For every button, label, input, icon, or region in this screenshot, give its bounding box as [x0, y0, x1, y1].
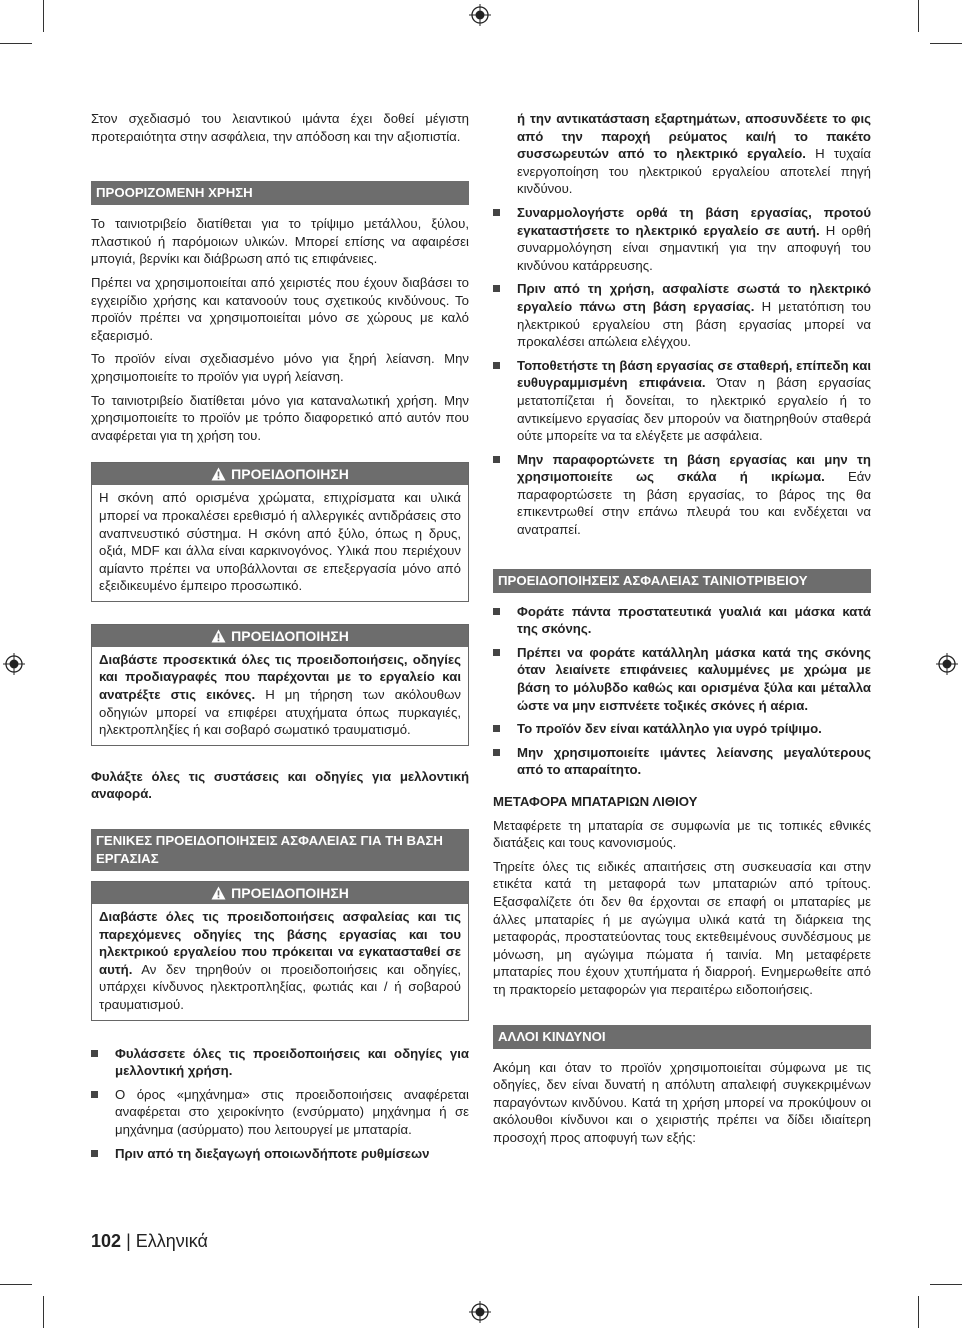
warning-text: Η σκόνη από ορισμένα χρώματα, επιχρίσματα και υλικά μπορεί να προκαλέσει ερεθισμό ή αλλεργικές αντιδράσεις στο αναπνευστικό σύστημα. Η σκόνη από ξύλο, όπως η δρυς, οξιά, MDF και άλλα είναι καρκινογόνος. Υλικά που περιέχουν αμίαντο πρέπει να υποβάλλονται σε επεξεργασία μόνο από εξειδικευμένο έμπειρο προσωπικό. [99, 490, 461, 594]
footer-language: Ελληνικά [135, 1231, 208, 1251]
crop-mark [930, 1284, 962, 1285]
warning-box [91, 881, 469, 1021]
section-heading-other-risks: ΑΛΛΟΙ ΚΙΝΔΥΝΟΙ [493, 1025, 871, 1049]
list-item [493, 357, 871, 445]
registration-mark-icon [469, 1301, 491, 1323]
subheading-battery-transport: ΜΕΤΑΦΟΡΑ ΜΠΑΤΑΡΙΩΝ ΛΙΘΙΟΥ [493, 794, 698, 809]
warning-title: ΠΡΟΕΙΔΟΠΟΙΗΣΗ [231, 627, 349, 644]
page-number: 102 [91, 1231, 122, 1251]
warning-body [92, 647, 468, 745]
list-item [91, 1045, 469, 1080]
bullet-bold-text: Φοράτε πάντα προστατευτικά γυαλιά και μάσκα κατά της σκόνης. [517, 603, 871, 637]
section-heading-general-workbench: ΓΕΝΙΚΕΣ ΠΡΟΕΙΔΟΠΟΙΗΣΕΙΣ ΑΣΦΑΛΕΙΑΣ ΓΙΑ ΤΗ ΒΑΣΗ ΕΡΓΑΣΙΑΣ [91, 829, 469, 871]
bullet-square-icon [493, 749, 500, 756]
bullet-bold-text: Μην παραφορτώνετε τη βάση εργασίας και μην τη χρησιμοποιείτε ως σκάλα ή ικρίωμα. [517, 451, 871, 485]
warning-box [91, 624, 469, 746]
warning-header [92, 625, 468, 647]
section-heading-sander-safety: ΠΡΟΕΙΔΟΠΟΙΗΣΕΙΣ ΑΣΦΑΛΕΙΑΣ ΤΑΙΝΙΟΤΡΙΒΕΙΟΥ [493, 569, 871, 593]
list-item [493, 644, 871, 714]
warning-header [92, 463, 468, 485]
bullet-square-icon [493, 649, 500, 656]
right-column [493, 110, 871, 1153]
warning-text: Αν δεν τηρηθούν οι προειδοποιήσεις και οδηγίες, υπάρχει κίνδυνος ηλεκτροπληξίας, φωτιάς και / ή σοβαρού τραυματισμού. [99, 961, 461, 1012]
bullet-square-icon [493, 362, 500, 369]
bullet-bold-text: ή την αντικατάσταση εξαρτημάτων, αποσυνδέετε το φις από την παροχή ρεύματος και/ή το πακέτο συσσωρευτών από το ηλεκτρικό εργαλείο. [517, 111, 871, 162]
bullet-list [91, 1045, 469, 1163]
footer-separator: | [126, 1231, 131, 1251]
left-column [91, 110, 469, 1168]
continuation-paragraph [493, 110, 871, 198]
warning-triangle-icon [211, 886, 226, 900]
bullet-square-icon [91, 1091, 98, 1098]
paragraph: Το ταινιοτριβείο διατίθεται μόνο για καταναλωτική χρήση. Μην χρησιμοποιείτε το προϊόν με τρόπο διαφορετικό από αυτόν που αναφέρεται για τη χρήση του. [91, 392, 469, 443]
keep-instructions-note: Φυλάξτε όλες τις συστάσεις και οδηγίες για μελλοντική αναφορά. [91, 768, 469, 802]
bullet-square-icon [493, 209, 500, 216]
list-item [493, 280, 871, 350]
crop-mark [0, 1284, 32, 1285]
bullet-bold-text: Πρέπει να φοράτε κατάλληλη μάσκα κατά της σκόνης όταν λειαίνετε επιφάνειες καλυμμένες με χρώμα με βάση το μόλυβδο καθώς και ορισμένα ξύλα και μέταλλα ώστε να μην εισπνέετε τοξικές σκόνες ή αέρια. [517, 644, 871, 713]
warning-body [92, 904, 468, 1020]
bullet-bold-text: Το προϊόν δεν είναι κατάλληλο για υγρό τρίψιμο. [517, 721, 822, 737]
bullet-bold-text: Μην χρησιμοποιείτε ιμάντες λείανσης μεγαλύτερους από το απαραίτητο. [517, 744, 871, 778]
crop-mark [918, 0, 919, 32]
paragraph: Το προϊόν είναι σχεδιασμένο μόνο για ξηρή λείανση. Μην χρησιμοποιείτε το προϊόν για υγρή λείανση. [91, 351, 469, 384]
bullet-text: Η ορθή συναρμολόγηση είναι σημαντική για την αποφυγή του κινδύνου κατάρρευσης. [517, 222, 871, 273]
bullet-square-icon [91, 1150, 98, 1157]
paragraph: Τηρείτε όλες τις ειδικές απαιτήσεις στη συσκευασία και στην ετικέτα κατά τη μεταφορά των μπαταριών από τρίτους. Εξασφαλίζετε ότι δεν θα έρχονται σε επαφή οι μπαταρίες με άλλες μπαταρίες ή με αγώγιμα υλικά κατά τη διάρκεια της μεταφοράς, προστατεύοντας τους εκτεθειμένους συνδέσμους με μόνωση, μη αγώγιμα πώματα ή ταινία. Μη μεταφέρετε μπαταρίες που έχουν χτυπήματα ή διαρροή. Ενημερωθείτε από τη πρακτορείο μεταφορών για περαιτέρω ειδοποιήσεις. [493, 858, 871, 997]
list-item [91, 1086, 469, 1139]
warning-text: Η μη τήρηση των ακόλουθων οδηγιών μπορεί να επιφέρει ατυχήματα όπως πυρκαγιές, ηλεκτροπληξίες ή και σοβαρό σωματικό τραυματισμό. [99, 687, 461, 738]
list-item [493, 720, 871, 738]
warning-box [91, 462, 469, 602]
registration-mark-icon [3, 653, 25, 675]
crop-mark [930, 43, 962, 44]
registration-mark-icon [469, 4, 491, 26]
bullet-text: Ο όρος «μηχάνημα» στις προειδοποιήσεις αναφέρεται αναφέρεται στο χειροκίνητο (ενσύρματο) μηχάνημα ή σε μηχάνημα (ασύρματο) που λειτουργεί με μπαταρία. [115, 1086, 469, 1137]
bullet-text: Εάν παραφορτώσετε τη βάση εργασίας, το βάρος της θα επικεντρωθεί στην επάνω πλευρά του και ενδέχεται να ανατραπεί. [517, 469, 871, 538]
warning-header [92, 882, 468, 904]
list-item [493, 204, 871, 274]
bullet-square-icon [493, 608, 500, 615]
warning-title: ΠΡΟΕΙΔΟΠΟΙΗΣΗ [231, 885, 349, 902]
bullet-list [493, 603, 871, 779]
crop-mark [0, 43, 32, 44]
crop-mark [43, 0, 44, 32]
bullet-bold-text: Πριν από τη διεξαγωγή οποιωνδήποτε ρυθμίσεων [115, 1145, 430, 1161]
list-item [493, 451, 871, 539]
warning-body [92, 485, 468, 601]
crop-mark [43, 1296, 44, 1328]
list-item [91, 1145, 469, 1163]
bullet-text: Η τυχαία ενεργοποίηση του ηλεκτρικού εργαλείου αποτελεί πηγή κινδύνου. [517, 146, 871, 197]
page-footer [91, 1231, 208, 1252]
bullet-list [493, 204, 871, 539]
paragraph: Πρέπει να χρησιμοποιείται από χειριστές που έχουν διαβάσει το εγχειρίδιο χρήσης και κατανοούν τους σχετικούς κινδύνους. Το προϊόν πρέπει να χρησιμοποιείται μόνο σε χώρους με καλό εξαερισμό. [91, 274, 469, 343]
bullet-square-icon [91, 1050, 98, 1057]
registration-mark-icon [936, 653, 958, 675]
warning-triangle-icon [211, 467, 226, 481]
crop-mark [918, 1296, 919, 1328]
warning-bold-text: Διαβάστε όλες τις προειδοποιήσεις ασφαλείας και τις παρεχόμενες οδηγίες της βάσης εργασίας και του ηλεκτρικού εργαλείου που πρόκειται να εγκατασταθεί σε αυτή. [99, 909, 461, 977]
bullet-bold-text: Πριν από τη χρήση, ασφαλίστε σωστά το ηλεκτρικό εργαλείο πάνω στη βάση εργασίας. [517, 281, 871, 314]
bullet-bold-text: Φυλάσσετε όλες τις προειδοποιήσεις και οδηγίες για μελλοντική χρήση. [115, 1045, 469, 1079]
intro-paragraph: Στον σχεδιασμό του λειαντικού ιμάντα έχει δοθεί μέγιστη προτεραιότητα στην ασφάλεια, την απόδοση και την αξιοπιστία. [91, 111, 469, 144]
bullet-bold-text: Συναρμολογήστε ορθά τη βάση εργασίας, προτού εγκαταστήσετε το ηλεκτρικό εργαλείο σε αυτή. [517, 204, 871, 238]
section-heading-intended-use: ΠΡΟΟΡΙΖΟΜΕΝΗ ΧΡΗΣΗ [91, 181, 469, 205]
list-item [493, 744, 871, 779]
bullet-text: Όταν η βάση εργασίας μετατοπίζεται ή δονείται, το ηλεκτρικό εργαλείο ή το αντικείμενο εργασίας δεν μπορούν να διατηρηθούν σταθερά ούτε μπορείτε να τα ελέγξετε με ασφάλεια. [517, 375, 871, 444]
paragraph: Ακόμη και όταν το προϊόν χρησιμοποιείται σύμφωνα με τις οδηγίες, δεν είναι δυνατή η απόλυτη απαλειφή συγκεκριμένων παραγόντων κινδύνου. Κατά τη χρήση μπορεί να προκύψουν οι ακόλουθοι κίνδυνοι και ο χειριστής πρέπει να δίδει ιδιαίτερη προσοχή προς αποφυγή των εξής: [493, 1059, 871, 1145]
bullet-square-icon [493, 456, 500, 463]
warning-triangle-icon [211, 629, 226, 643]
bullet-text: Η μετατόπιση του ηλεκτρικού εργαλείου στη βάση εργασίας μπορεί να προκαλέσει απώλεια ελέγχου. [517, 298, 871, 350]
bullet-square-icon [493, 725, 500, 732]
bullet-bold-text: Τοποθετήστε τη βάση εργασίας σε σταθερή, επίπεδη και ευθυγραμμισμένη επιφάνεια. [517, 357, 871, 391]
list-item [493, 603, 871, 638]
paragraph: Μεταφέρετε τη μπαταρία σε συμφωνία με τις τοπικές εθνικές διατάξεις και τους κανονισμούς. [493, 817, 871, 851]
bullet-square-icon [493, 285, 500, 292]
paragraph: Το ταινιοτριβείο διατίθεται για το τρίψιμο μετάλλου, ξύλου, πλαστικού ή παρόμοιων υλικών. Μπορεί επίσης να αφαιρέσει μπογιά, βερνίκι και διάβρωση από τις επιφάνειες. [91, 216, 469, 267]
warning-title: ΠΡΟΕΙΔΟΠΟΙΗΣΗ [231, 466, 349, 483]
warning-bold-text: Διαβάστε προσεκτικά όλες τις προειδοποιήσεις, οδηγίες και προδιαγραφές που παρέχονται με το εργαλείο και ανατρέξτε στις εικόνες. [99, 651, 461, 703]
